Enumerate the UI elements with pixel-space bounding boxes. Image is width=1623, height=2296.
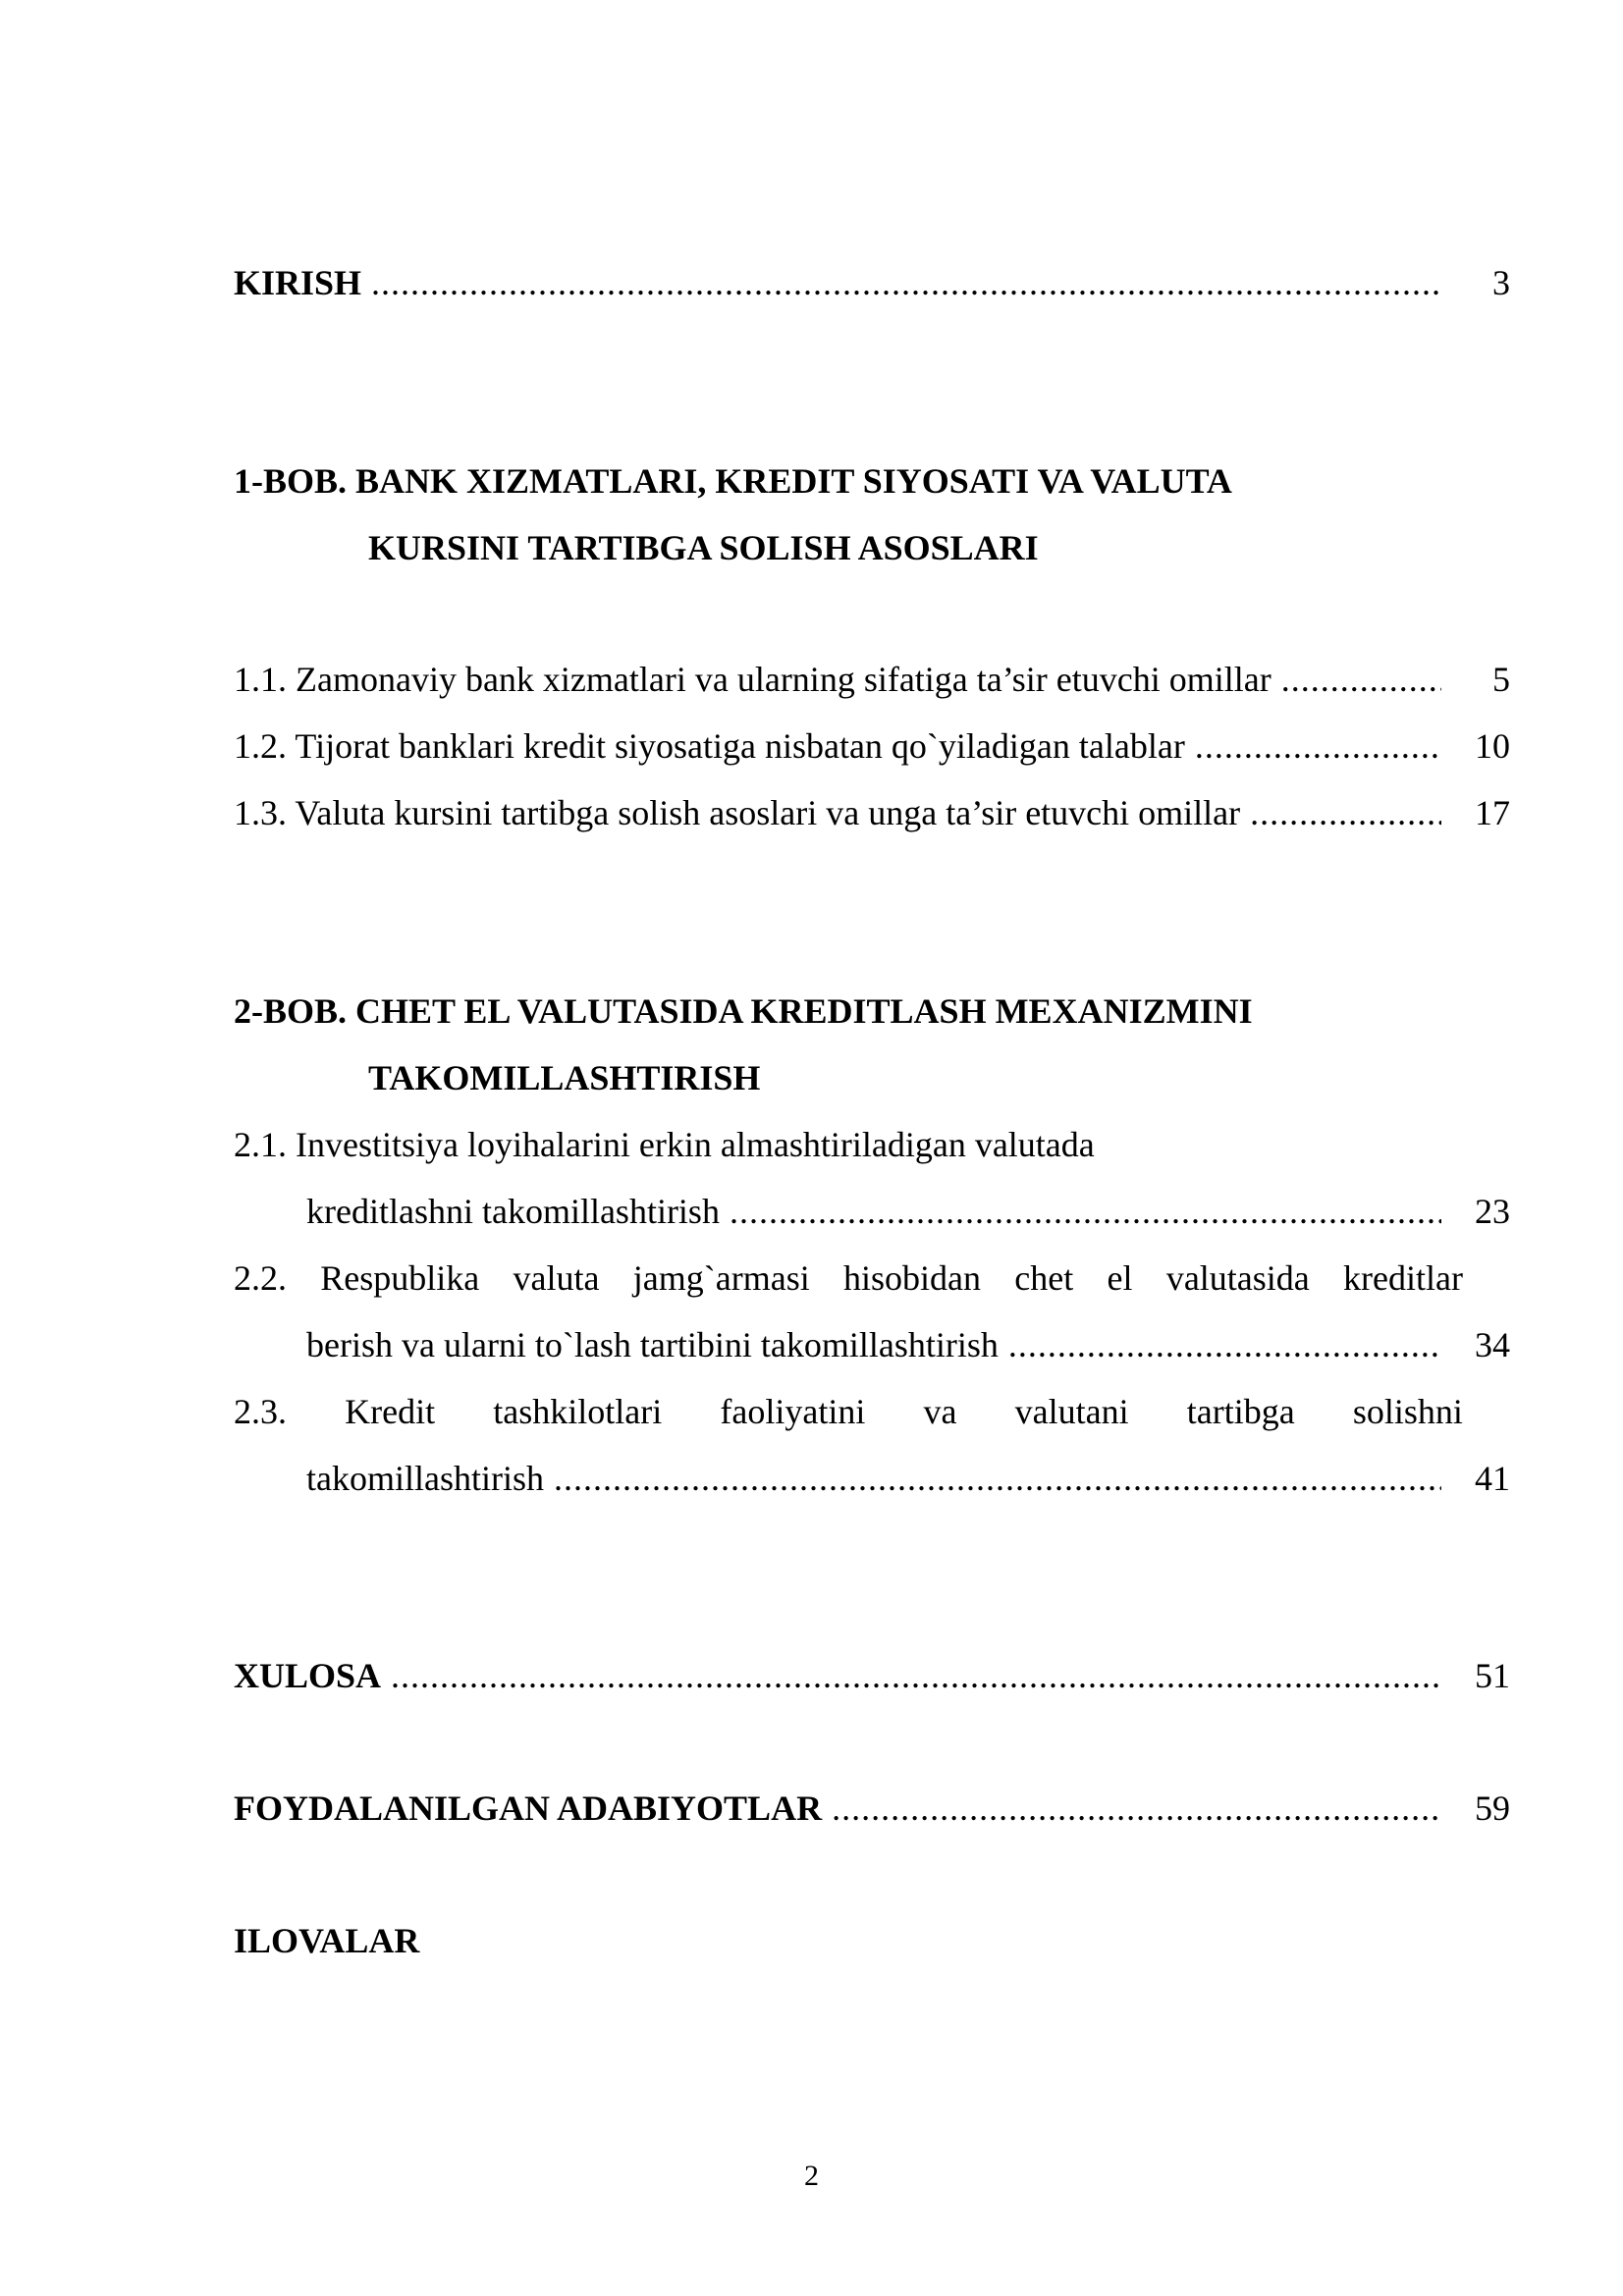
toc-entry-label: FOYDALANILGAN ADABIYOTLAR — [234, 1789, 823, 1828]
toc-word: Kredit — [345, 1392, 436, 1431]
toc-word: tashkilotlari — [493, 1392, 663, 1431]
toc-page-number: 17 — [1475, 793, 1510, 832]
dot-leader — [832, 1785, 1441, 1832]
chapter-title-text: TAKOMILLASHTIRISH — [368, 1058, 761, 1097]
chapter-2-title-line-2 — [368, 1054, 1510, 1101]
toc-entry-label: 1.2. Tijorat banklari kredit siyosatiga nisbatan qo`yiladigan talablar — [234, 726, 1185, 766]
dot-leader — [730, 1188, 1441, 1235]
toc-entry-1-3 — [234, 789, 1510, 836]
toc-entry-label: XULOSA — [234, 1656, 382, 1695]
toc-word: 2.2. — [234, 1258, 287, 1298]
toc-entry-label: 1.1. Zamonaviy bank xizmatlari va ularning sifatiga ta’sir etuvchi omillar — [234, 660, 1271, 699]
toc-word: va — [923, 1392, 957, 1431]
toc-word: valuta — [513, 1258, 600, 1298]
toc-page-number: 5 — [1492, 660, 1510, 699]
toc-entry-2-3-line-2 — [306, 1455, 1510, 1502]
toc-word: kreditlar — [1343, 1258, 1463, 1298]
toc-entry-label: kreditlashni takomillashtirish — [306, 1192, 720, 1231]
toc-entry-conclusion — [234, 1652, 1510, 1699]
toc-entry-2-3-line-1 — [234, 1388, 1463, 1435]
toc-entry-label: ILOVALAR — [234, 1921, 420, 1960]
toc-word: el — [1107, 1258, 1133, 1298]
chapter-2-title-line-1 — [234, 988, 1510, 1035]
toc-entry-label: 2.1. Investitsiya loyihalarini erkin almashtiriladigan valutada — [234, 1125, 1095, 1164]
toc-entry-intro — [234, 259, 1510, 306]
toc-word: jamg`armasi — [632, 1258, 810, 1298]
toc-entry-label: 1.3. Valuta kursini tartibga solish asoslari va unga ta’sir etuvchi omillar — [234, 793, 1241, 832]
chapter-title-text: 2-BOB. CHET EL VALUTASIDA KREDITLASH MEXANIZMINI — [234, 991, 1253, 1031]
chapter-1-title-line-1 — [234, 457, 1510, 505]
toc-entry-2-2-line-1 — [234, 1255, 1463, 1302]
dot-leader — [1195, 722, 1441, 770]
toc-page-number: 23 — [1475, 1192, 1510, 1231]
toc-entry-1-2 — [234, 722, 1510, 770]
toc-word: solishni — [1352, 1392, 1463, 1431]
toc-entry-appendices — [234, 1917, 1510, 1964]
toc-page-number: 59 — [1475, 1789, 1510, 1828]
toc-entry-2-2-line-2 — [306, 1321, 1510, 1368]
page-number: 2 — [804, 2160, 819, 2192]
chapter-1-title-line-2 — [368, 524, 1510, 571]
toc-page-number: 51 — [1475, 1656, 1510, 1695]
toc-word: chet — [1014, 1258, 1074, 1298]
dot-leader — [391, 1652, 1441, 1699]
toc-word: valutasida — [1165, 1258, 1310, 1298]
toc-page-number: 10 — [1475, 726, 1510, 766]
toc-entry-1-1 — [234, 656, 1510, 703]
toc-page-number: 41 — [1475, 1459, 1510, 1498]
toc-word: tartibga — [1186, 1392, 1295, 1431]
toc-word: valutani — [1014, 1392, 1129, 1431]
toc-entry-label: berish va ularni to`lash tartibini takomillashtirish — [306, 1325, 999, 1364]
toc-word: 2.3. — [234, 1392, 287, 1431]
dot-leader — [371, 259, 1441, 306]
toc-entry-label: KIRISH — [234, 263, 362, 302]
dot-leader — [1008, 1321, 1441, 1368]
dot-leader — [554, 1455, 1441, 1502]
dot-leader — [1281, 656, 1441, 703]
toc-word: hisobidan — [843, 1258, 982, 1298]
chapter-title-text: KURSINI TARTIBGA SOLISH ASOSLARI — [368, 528, 1039, 567]
chapter-title-text: 1-BOB. BANK XIZMATLARI, KREDIT SIYOSATI VA VALUTA — [234, 461, 1232, 501]
toc-entry-label: takomillashtirish — [306, 1459, 544, 1498]
toc-word: faoliyatini — [720, 1392, 866, 1431]
toc-page-number: 3 — [1492, 263, 1510, 302]
toc-entry-2-1-line-2 — [306, 1188, 1510, 1235]
toc-entry-references — [234, 1785, 1510, 1832]
toc-entry-2-1-line-1 — [234, 1121, 1510, 1168]
toc-page-number: 34 — [1475, 1325, 1510, 1364]
dot-leader — [1250, 789, 1441, 836]
toc-word: Respublika — [320, 1258, 480, 1298]
